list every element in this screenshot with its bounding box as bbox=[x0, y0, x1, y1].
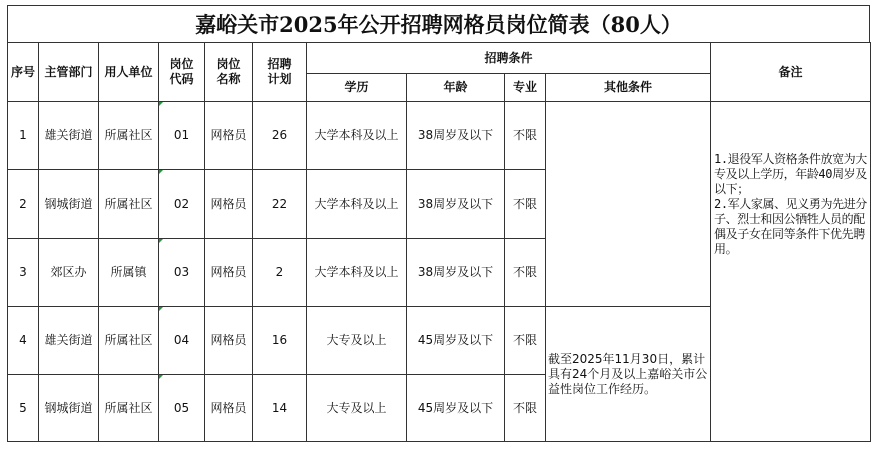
table-row bbox=[8, 102, 871, 170]
cell-education: 大专及以上 bbox=[307, 307, 407, 375]
recruitment-table bbox=[7, 42, 871, 442]
cell-dept: 钢城街道 bbox=[39, 170, 99, 239]
cell-major: 不限 bbox=[505, 102, 546, 170]
cell-code: 02 bbox=[159, 170, 205, 239]
cell-education: 大学本科及以上 bbox=[307, 102, 407, 170]
cell-dept: 钢城街道 bbox=[39, 375, 99, 442]
table-title: 嘉峪关市2025年公开招聘网格员岗位简表（80人） bbox=[7, 5, 870, 42]
cell-code: 05 bbox=[159, 375, 205, 442]
cell-name: 网格员 bbox=[205, 307, 253, 375]
header-employer: 用人单位 bbox=[99, 43, 159, 102]
cell-seq: 1 bbox=[8, 102, 39, 170]
cell-other-conditions: 截至2025年11月30日，累计具有24个月及以上嘉峪关市公益性岗位工作经历。 bbox=[546, 307, 711, 442]
cell-plan: 14 bbox=[253, 375, 307, 442]
cell-other-empty bbox=[546, 102, 711, 307]
header-post-code-text: 岗位代码 bbox=[169, 57, 194, 86]
header-plan-text: 招聘计划 bbox=[267, 57, 292, 86]
cell-age: 45周岁及以下 bbox=[407, 375, 505, 442]
header-post-name-text: 岗位名称 bbox=[216, 57, 241, 86]
header-seq: 序号 bbox=[8, 43, 39, 102]
cell-code: 01 bbox=[159, 102, 205, 170]
cell-education: 大学本科及以上 bbox=[307, 239, 407, 307]
header-major: 专业 bbox=[505, 74, 546, 102]
header-post-name bbox=[205, 43, 253, 102]
header-other: 其他条件 bbox=[546, 74, 711, 102]
cell-name: 网格员 bbox=[205, 375, 253, 442]
cell-dept: 雄关街道 bbox=[39, 102, 99, 170]
header-row-1 bbox=[8, 43, 871, 74]
cell-major: 不限 bbox=[505, 170, 546, 239]
remarks-text: 1.退役军人资格条件放宽为大专及以上学历，年龄40周岁及以下； 2.军人家属、见义勇为先进分子、烈士和因公牺牲人员的配偶及子女在同等条件下优先聘用。 bbox=[714, 152, 867, 256]
header-education: 学历 bbox=[307, 74, 407, 102]
cell-employer: 所属社区 bbox=[99, 375, 159, 442]
cell-plan: 22 bbox=[253, 170, 307, 239]
cell-plan: 26 bbox=[253, 102, 307, 170]
cell-major: 不限 bbox=[505, 375, 546, 442]
cell-employer: 所属社区 bbox=[99, 170, 159, 239]
cell-dept: 郊区办 bbox=[39, 239, 99, 307]
cell-age: 38周岁及以下 bbox=[407, 170, 505, 239]
header-conditions: 招聘条件 bbox=[307, 43, 711, 74]
cell-name: 网格员 bbox=[205, 239, 253, 307]
cell-name: 网格员 bbox=[205, 102, 253, 170]
cell-dept: 雄关街道 bbox=[39, 307, 99, 375]
cell-age: 38周岁及以下 bbox=[407, 239, 505, 307]
cell-major: 不限 bbox=[505, 307, 546, 375]
cell-name: 网格员 bbox=[205, 170, 253, 239]
cell-plan: 2 bbox=[253, 239, 307, 307]
cell-education: 大学本科及以上 bbox=[307, 170, 407, 239]
cell-seq: 2 bbox=[8, 170, 39, 239]
header-plan bbox=[253, 43, 307, 102]
cell-employer: 所属社区 bbox=[99, 102, 159, 170]
header-remarks: 备注 bbox=[711, 43, 871, 102]
cell-plan: 16 bbox=[253, 307, 307, 375]
cell-seq: 5 bbox=[8, 375, 39, 442]
cell-code: 04 bbox=[159, 307, 205, 375]
cell-code: 03 bbox=[159, 239, 205, 307]
cell-employer: 所属社区 bbox=[99, 307, 159, 375]
cell-seq: 3 bbox=[8, 239, 39, 307]
cell-age: 38周岁及以下 bbox=[407, 102, 505, 170]
cell-employer: 所属镇 bbox=[99, 239, 159, 307]
header-post-code bbox=[159, 43, 205, 102]
cell-major: 不限 bbox=[505, 239, 546, 307]
cell-seq: 4 bbox=[8, 307, 39, 375]
cell-education: 大专及以上 bbox=[307, 375, 407, 442]
cell-age: 45周岁及以下 bbox=[407, 307, 505, 375]
header-dept: 主管部门 bbox=[39, 43, 99, 102]
cell-remarks bbox=[711, 102, 871, 442]
header-age: 年龄 bbox=[407, 74, 505, 102]
